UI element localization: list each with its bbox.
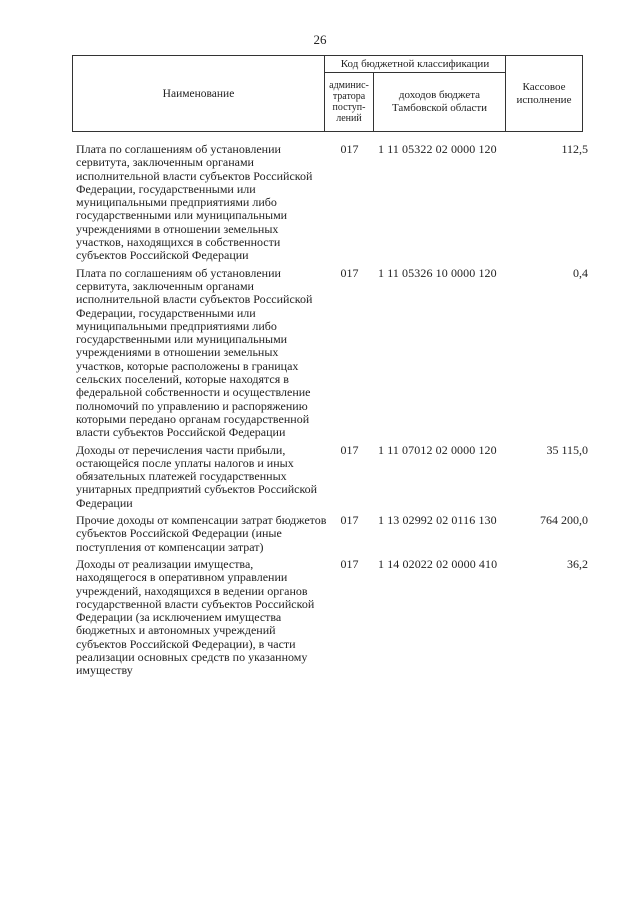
header-admin-line-2: тратора (332, 91, 366, 102)
row-admin-code: 017 (340, 142, 359, 156)
row-name: Доходы от перечисления части прибыли, остающейся после уплаты налогов и иных обязательных платежей государственных унитарных предприятий субъектов Российской Федерации (76, 442, 318, 510)
row-income-code: 1 11 05326 10 0000 120 (378, 265, 497, 280)
header-cash-line-2: исполнение (516, 93, 572, 106)
header-income (374, 73, 506, 132)
table-body (76, 143, 596, 682)
row-amount: 764 200,0 (540, 513, 588, 528)
table-row (76, 267, 596, 440)
header-admin-line-1: админис- (329, 80, 369, 91)
row-amount: 36,2 (567, 556, 588, 571)
header-name: Наименование (73, 56, 325, 132)
header-cash-line-1: Кассовое (522, 80, 566, 93)
row-amount: 0,4 (573, 265, 588, 280)
page-number: 26 (313, 32, 327, 47)
row-income-code: 1 13 02992 02 0116 130 (378, 513, 497, 528)
header-admin-line-3: поступ- (332, 102, 366, 113)
row-name: Плата по соглашениям об установлении сервитута, заключенным органами исполнительной власти субъектов Российской Федерации, государственными или муниципальными предприятиями либо государственными или муниципальными учреждениями в отношении земельных участков, которые расположены в границах сельских поселений, которые находятся в федеральной собственности и осуществление полномочий по управлению и распоряжению которыми передано органам государственной власти субъектов Российской Федерации (76, 265, 313, 440)
table-header (72, 55, 583, 132)
row-admin-code: 017 (340, 556, 359, 571)
row-admin-code: 017 (340, 442, 359, 457)
row-amount: 35 115,0 (546, 442, 588, 457)
table-row (76, 444, 596, 510)
header-budget-code: Код бюджетной классификации (325, 56, 506, 73)
row-income-code: 1 11 07012 02 0000 120 (378, 442, 497, 457)
row-admin-code: 017 (340, 265, 359, 280)
row-admin-code: 017 (340, 513, 359, 528)
table-row (76, 558, 596, 678)
row-name: Доходы от реализации имущества, находящегося в оперативном управлении учреждений, находящихся в ведении органов государственной власти субъектов Российской Федерации (за исключением имущества бюджетных и автономных учреждений субъектов Российской Федерации), в части реализации основных средств по указанному имуществу (76, 556, 315, 678)
row-income-code: 1 11 05322 02 0000 120 (378, 142, 497, 156)
header-admin (325, 73, 374, 132)
row-name: Прочие доходы от компенсации затрат бюджетов субъектов Российской Федерации (иные поступления от компенсации затрат) (76, 513, 327, 554)
row-income-code: 1 14 02022 02 0000 410 (378, 556, 498, 571)
header-admin-line-4: лений (336, 113, 362, 124)
header-income-line-1: доходов бюджета (398, 89, 481, 101)
row-amount: 112,5 (561, 142, 588, 156)
header-cash-execution (506, 56, 583, 132)
row-name: Плата по соглашениям об установлении сервитута, заключенным органами исполнительной власти субъектов Российской Федерации, государственными или муниципальными предприятиями либо государственными или муниципальными учреждениями в отношении земельных участков, находящихся в собственности субъектов Российской Федерации (76, 142, 313, 263)
header-income-line-2: Тамбовской области (391, 102, 488, 114)
table-row (76, 514, 596, 554)
table-row (76, 143, 596, 263)
